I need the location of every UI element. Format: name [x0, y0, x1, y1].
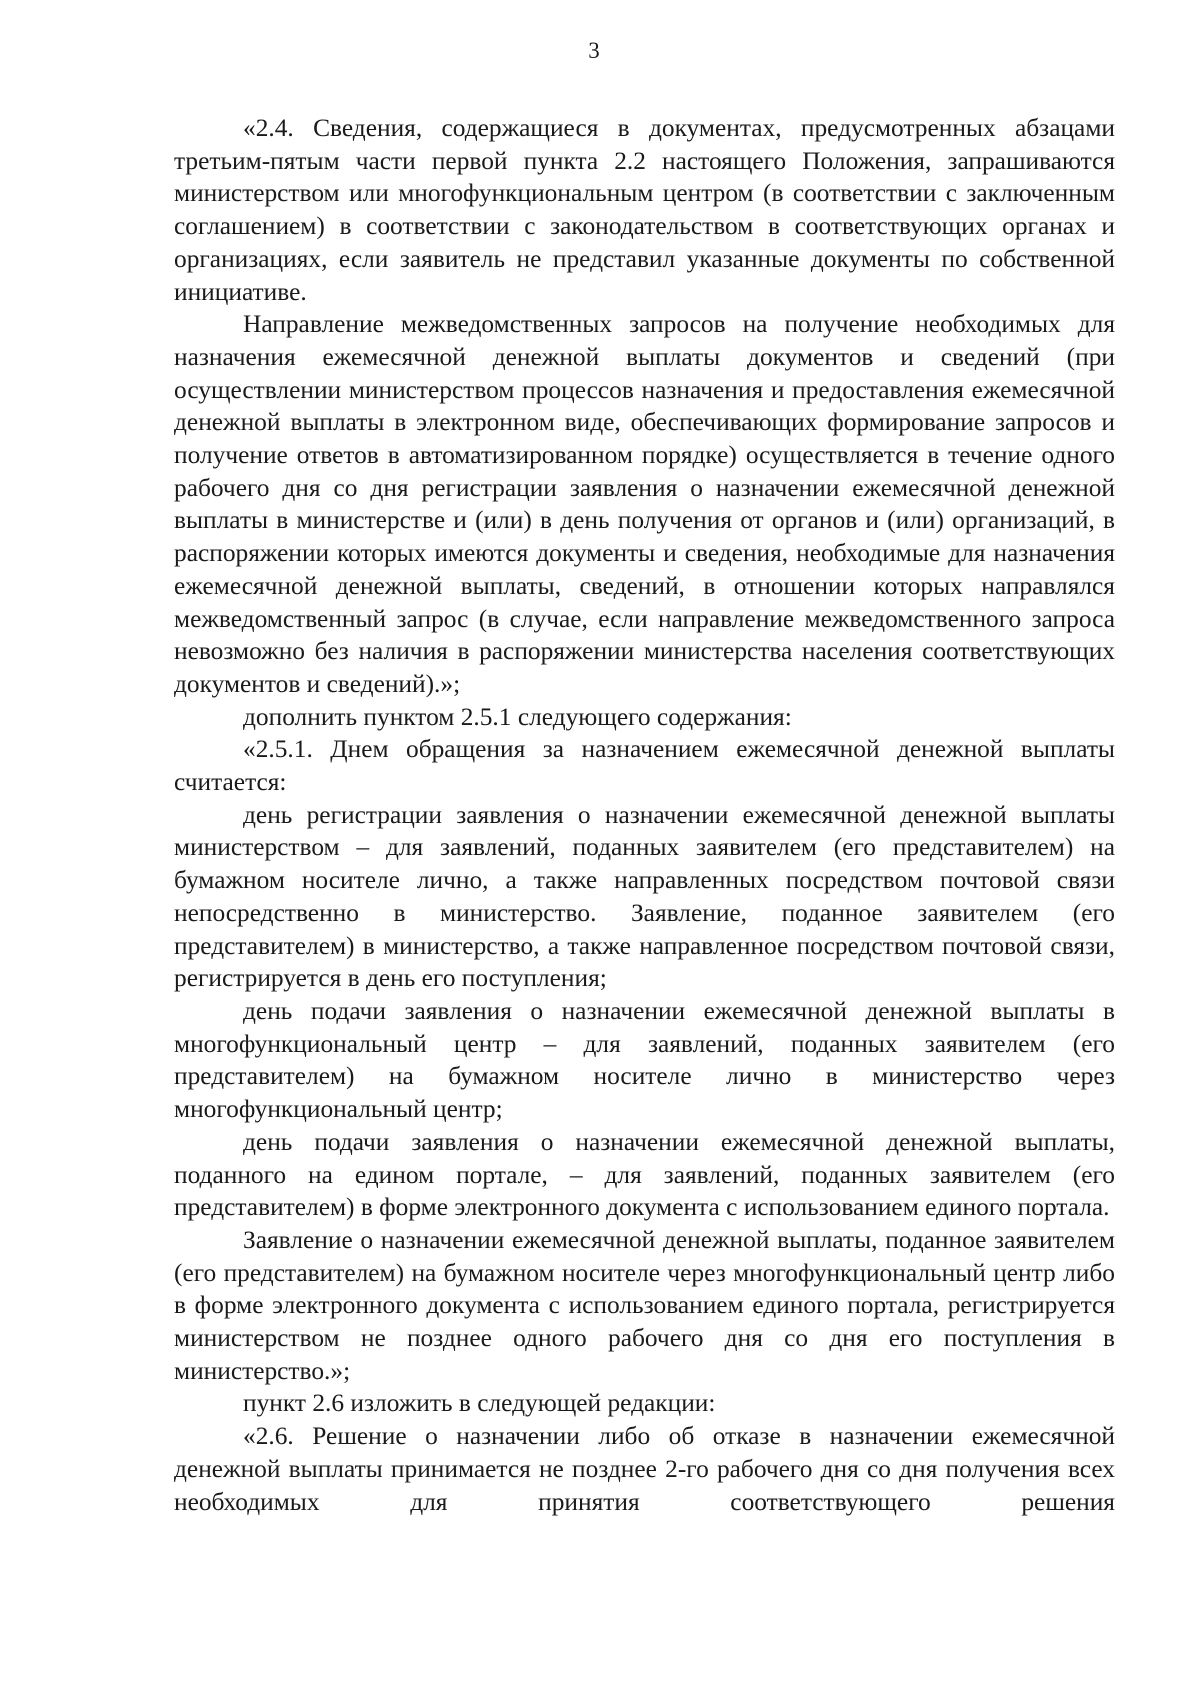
- paragraph-interdepartmental-requests: Направление межведомственных запросов на получение необходимых для назначения ежемесячной денежной выплаты документов и сведений (при осуществлении министерством процессов назначения и предоставления ежемесячной денежной выплаты в электронном виде, обеспечивающих формирование запросов и получение ответов в автоматизированном порядке) осуществляется в течение одного рабочего дня со дня регистрации заявления о назначении ежемесячной денежной выплаты в министерстве и (или) в день получения от органов и (или) организаций, в распоряжении которых имеются документы и сведения, необходимые для назначения ежемесячной денежной выплаты, сведений, в отношении которых направлялся межведомственный запрос (в случае, если направление межведомственного запроса невозможно без наличия в распоряжении министерства населения соответствующих документов и сведений).»;: [174, 310, 1115, 698]
- paragraph-2-6: «2.6. Решение о назначении либо об отказе в назначении ежемесячной денежной выплаты принимается не позднее 2-го рабочего дня со дня получения всех необходимых для принятия соответствующего решения: [174, 1422, 1115, 1516]
- page-number: 3: [588, 38, 600, 63]
- paragraph-portal-submission-day: день подачи заявления о назначении ежемесячной денежной выплаты, поданного на едином портале, – для заявлений, поданных заявителем (его представителем) в форме электронного документа с использованием единого портала.: [174, 1127, 1115, 1222]
- document-body: [174, 112, 1115, 1518]
- paragraph-item-2-6-intro: пункт 2.6 изложить в следующей редакции:: [243, 1389, 716, 1418]
- paragraph-supplement-2-5-1: дополнить пунктом 2.5.1 следующего содержания:: [243, 702, 792, 731]
- paragraph-2-4: «2.4. Сведения, содержащиеся в документах, предусмотренных абзацами третьим-пятым части первой пункта 2.2 настоящего Положения, запрашиваются министерством или многофункциональным центром (в соответствии с заключенным соглашением) в соответствии с законодательством в соответствующих органах и организациях, если заявитель не представил указанные документы по собственной инициативе.: [174, 114, 1115, 306]
- paragraph-registration-day: день регистрации заявления о назначении ежемесячной денежной выплаты министерством – для заявлений, поданных заявителем (его представителем) на бумажном носителе лично, а также направленных посредством почтовой связи непосредственно в министерство. Заявление, поданное заявителем (его представителем) в министерство, а также направленное посредством почтовой связи, регистрируется в день его поступления;: [174, 800, 1115, 993]
- paragraph-application-registration: Заявление о назначении ежемесячной денежной выплаты, поданное заявителем (его представителем) на бумажном носителе через многофункциональный центр либо в форме электронного документа с использованием единого портала, регистрируется министерством не позднее одного рабочего дня со дня его поступления в министерство.»;: [174, 1225, 1115, 1385]
- paragraph-2-5-1: «2.5.1. Днем обращения за назначением ежемесячной денежной выплаты считается:: [174, 735, 1115, 797]
- paragraph-mfc-submission-day: день подачи заявления о назначении ежемесячной денежной выплаты в многофункциональный центр – для заявлений, поданных заявителем (его представителем) на бумажном носителе лично в министерство через многофункциональный центр;: [174, 996, 1115, 1124]
